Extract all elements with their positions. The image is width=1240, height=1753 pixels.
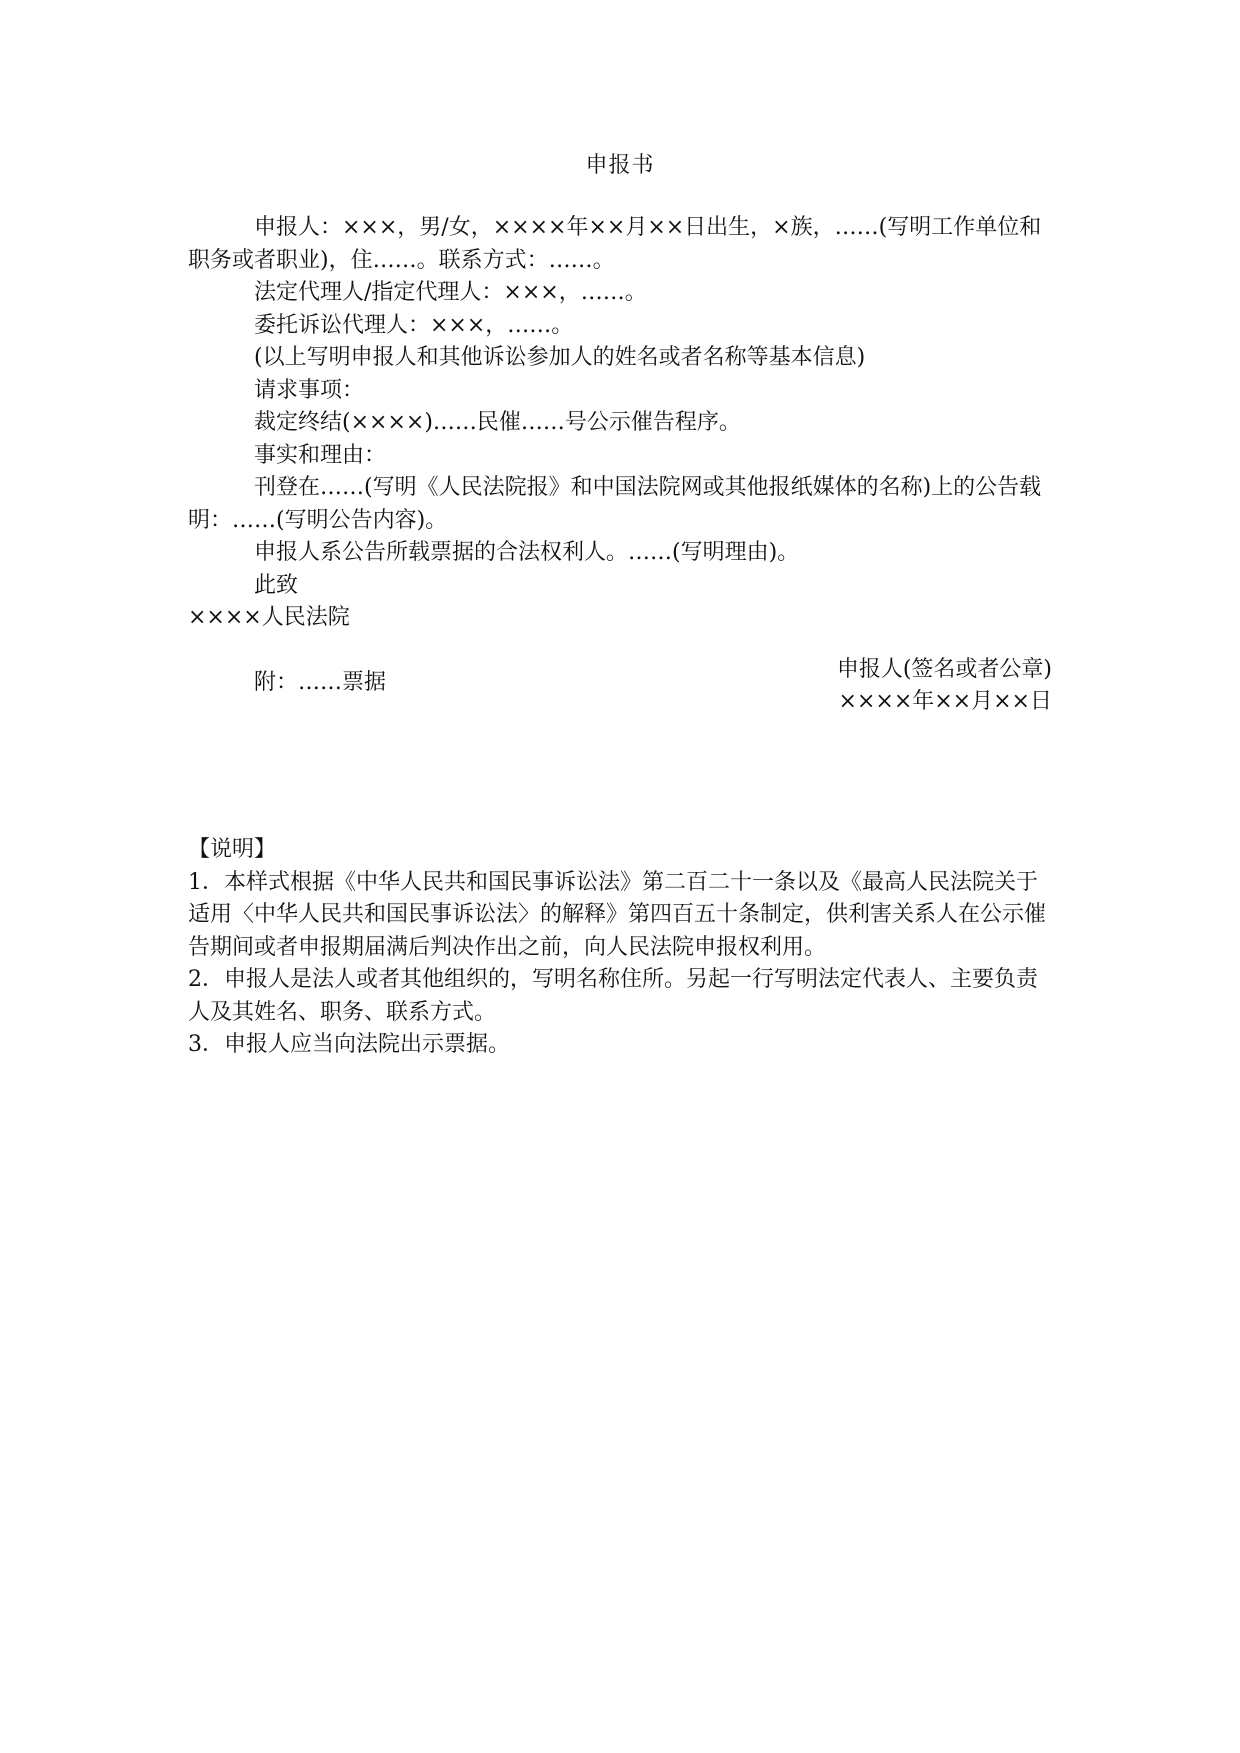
- notes-title: 【说明】: [188, 837, 277, 862]
- facts-heading: 事实和理由：: [254, 442, 387, 468]
- signature-line: 申报人(签名或者公章): [836, 657, 1052, 682]
- date-line: ××××年××月××日: [838, 689, 1052, 714]
- facts-paragraph: 刊登在……(写明《人民法院报》和中国法院网或其他报纸媒体的名称)上的公告载明：……(写明公告内容)。: [188, 475, 1042, 533]
- note-item-3: 3．申报人应当向法院出示票据。: [188, 1032, 510, 1057]
- document-body: [188, 212, 1052, 700]
- claims-heading: 请求事项：: [254, 377, 365, 403]
- salutation: 此致: [254, 572, 299, 598]
- entrusted-agent-paragraph: 委托诉讼代理人：×××，……。: [254, 312, 574, 338]
- applicant-paragraph: 申报人：×××，男/女，××××年××月××日出生，×族，……(写明工作单位和职务或者职业)，住……。联系方式：……。: [188, 215, 1042, 273]
- court-name: ××××人民法院: [188, 605, 350, 630]
- basic-info-note: (以上写明申报人和其他诉讼参加人的姓名或者名称等基本信息): [254, 345, 866, 370]
- notes-section: [188, 834, 1052, 1062]
- attachment-line: 附：……票据: [254, 670, 387, 695]
- document-title: 申报书: [585, 153, 655, 178]
- claims-paragraph: 裁定终结(××××)……民催……号公示催告程序。: [254, 410, 741, 435]
- rights-paragraph: 申报人系公告所载票据的合法权利人。……(写明理由)。: [254, 540, 800, 565]
- legal-agent-paragraph: 法定代理人/指定代理人：×××，……。: [254, 280, 647, 305]
- note-item-2: 2．申报人是法人或者其他组织的，写明名称住所。另起一行写明法定代表人、主要负责人及其姓名、职务、联系方式。: [188, 967, 1038, 1025]
- note-item-1: 1．本样式根据《中华人民共和国民事诉讼法》第二百二十一条以及《最高人民法院关于适用〈中华人民共和国民事诉讼法〉的解释》第四百五十条制定，供利害关系人在公示催告期间或者申报期届满后判决作出之前，向人民法院申报权利用。: [188, 869, 1047, 960]
